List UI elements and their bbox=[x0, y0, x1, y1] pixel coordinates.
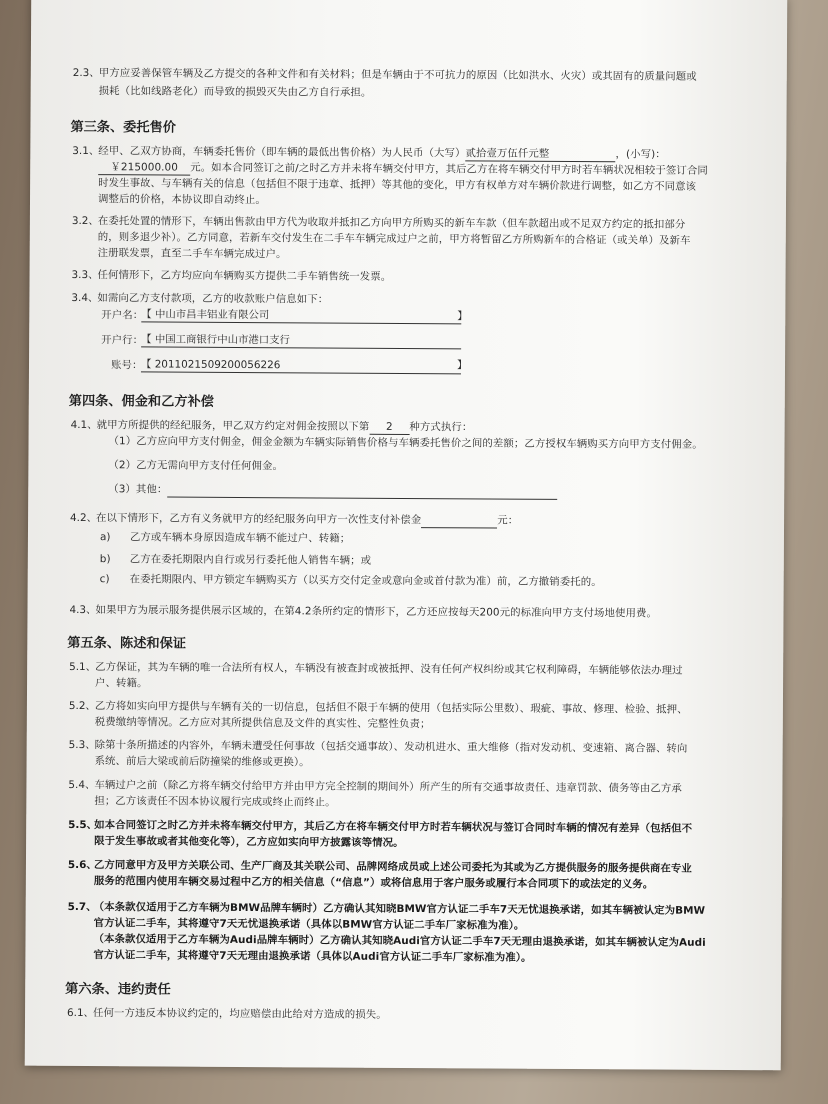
bank-label: 开户行： bbox=[101, 334, 144, 347]
option-text: （2）乙方无需向甲方支付任何佣金。 bbox=[108, 459, 283, 473]
bracket-close: 】 bbox=[457, 310, 468, 323]
clause-text: （本条款仅适用于乙方车辆为BMW品牌车辆时）乙方确认其知晓BMW官方认证二手车7天无忧退换承诺，如其车辆被认定为BMW bbox=[93, 901, 706, 917]
section-heading: 第六条、违约责任 bbox=[65, 981, 171, 998]
clause-number: 6.1、 bbox=[67, 1006, 95, 1020]
clause-number: 5.1、 bbox=[69, 660, 97, 674]
clause-text: 官方认证二手车，其将遵守7天无忧退换承诺（具体以BMW官方认证二手车厂家标准为准）。 bbox=[93, 917, 525, 932]
item-text: 在委托期限内、甲方锁定车辆购买方（以买方交付定金或意向金或首付款为准）前，乙方撤销委托的。 bbox=[129, 573, 602, 589]
section-heading: 第三条、委托售价 bbox=[70, 119, 177, 136]
item-text: 乙方或车辆本身原因造成车辆不能过户、转籍； bbox=[129, 531, 351, 545]
clause-number: 5.4、 bbox=[68, 778, 96, 792]
clause-text: 乙方保证，其为车辆的唯一合法所有权人，车辆没有被查封或被抵押、没有任何产权纠纷或其它权利障碍，车辆能够依法办理过 bbox=[95, 661, 683, 677]
clause-text: 任何情形下，乙方均应向车辆购买方提供二手车销售统一发票。 bbox=[97, 269, 392, 283]
clause-number: 3.2、 bbox=[71, 214, 99, 228]
item-label: c) bbox=[99, 573, 110, 586]
clause-text: （本条款仅适用于乙方车辆为Audi品牌车辆时）乙方确认其知晓Audi官方认证二手车7天无理由退换承诺，如其车辆被认定为Audi bbox=[93, 933, 706, 949]
price-amount: ￥215000.00 bbox=[98, 160, 190, 176]
item-text: 乙方在委托期限内自行或另行委托他人销售车辆；或 bbox=[129, 553, 372, 567]
account-field: 【 2011021509200056226 bbox=[141, 357, 461, 374]
commission-option: 2 bbox=[369, 420, 409, 435]
clause-text: 调整后的价格，本协议即自动终止。 bbox=[97, 193, 266, 207]
clause-number: 5.3、 bbox=[68, 738, 96, 752]
clause-text: 时发生事故、与车辆有关的信息（包括但不限于违章、抵押）等其他的变化，甲方有权单方对车辆价款进行调整，如乙方不同意该 bbox=[98, 177, 697, 193]
bracket-close: 】 bbox=[456, 359, 468, 372]
bank-field: 【 中国工商银行中山市港口支行 bbox=[141, 332, 461, 349]
clause-text: 户、转籍。 bbox=[95, 677, 148, 690]
account-label: 账号： bbox=[110, 359, 143, 372]
clause-text: 在委托处置的情形下，车辆出售款由甲方代为收取并抵扣乙方向甲方所购买的新车车款（但车款超出或不足双方约定的抵扣部分 bbox=[97, 215, 686, 231]
contract-page bbox=[25, 0, 788, 1070]
clause-number: 3.1、 bbox=[72, 144, 100, 158]
clause-text: 如果甲方为展示服务提供展示区域的，在第4.2条所约定的情形下，乙方还应按每天200元的标准向甲方支付场地使用费。 bbox=[95, 604, 658, 620]
section-heading: 第五条、陈述和保证 bbox=[67, 635, 187, 652]
account-value: 2011021509200056226 bbox=[154, 358, 281, 372]
clause-text: 限于发生事故或者其他变化等），乙方应如实向甲方披露该等情况。 bbox=[94, 835, 404, 849]
clause-text: 注册联发票，直至二手车车辆完成过户。 bbox=[97, 247, 287, 261]
clause-text: 损耗（比如线路老化）而导致的损毁灭失由乙方自行承担。 bbox=[98, 85, 372, 99]
clause-number: 5.6、 bbox=[67, 858, 97, 872]
clause-number: 5.7、 bbox=[67, 900, 97, 914]
option-text: （3）其他： bbox=[108, 482, 557, 500]
clause-text: 官方认证二手车，其将遵守7天无理由退换承诺（具体以Audi官方认证二手车厂家标准为准）。 bbox=[93, 949, 532, 964]
clause-number: 3.3、 bbox=[71, 268, 99, 282]
clause-number: 3.4、 bbox=[71, 291, 99, 305]
clause-number: 4.3、 bbox=[69, 603, 97, 617]
clause-number: 4.1、 bbox=[70, 418, 98, 432]
clause-text: 除第十条所描述的内容外，车辆未遭受任何事故（包括交通事故）、发动机进水、重大维修（指对发动机、变速箱、离合器、转向 bbox=[94, 739, 688, 755]
payee-field: 【 中山市昌丰铝业有限公司 bbox=[141, 307, 461, 324]
clause-text: 乙方同意甲方及甲方关联公司、生产厂商及其关联公司、品牌网络成员或上述公司委托为其或为乙方提供服务的服务提供商在专业 bbox=[93, 859, 692, 875]
clause-text: 担；乙方该责任不因本协议履行完成或终止而终止。 bbox=[94, 795, 336, 809]
clause-number: 2.3、 bbox=[72, 66, 100, 80]
clause-text: 任何一方违反本协议约定的，均应赔偿由此给对方造成的损失。 bbox=[93, 1007, 387, 1021]
payee-label: 开户名： bbox=[101, 309, 144, 322]
clause-number: 5.2、 bbox=[68, 699, 96, 713]
clause-text: 税费缴纳等情况。乙方应对其所提供信息及文件的真实性、完整性负责； bbox=[94, 716, 431, 731]
price-in-words: 贰拾壹万伍仟元整 bbox=[465, 146, 615, 162]
clause-number: 4.2、 bbox=[70, 511, 98, 525]
bank-value: 中国工商银行中山市港口支行 bbox=[154, 333, 290, 347]
clause-text: 乙方将如实向甲方提供与车辆有关的一切信息，包括但不限于车辆的使用（包括实际公里数）、瑕疵、事故、修理、检验、抵押、 bbox=[94, 700, 688, 716]
clause-text: 在以下情形下，乙方有义务就甲方的经纪服务向甲方一次性支付补偿金 元： bbox=[96, 512, 519, 527]
clause-text: 的，则多退少补）。乙方同意，若新车交付发生在二手车车辆完成过户之前，甲方将暂留乙方所购新车的合格证（或关单）及新车 bbox=[97, 231, 691, 247]
clause-text: 服务的范围内使用车辆交易过程中乙方的相关信息（“信息”）或将信息用于客户服务或履行本合同项下的或法定的义务。 bbox=[93, 875, 654, 891]
clause-text: 就甲方所提供的经纪服务，甲乙双方约定对佣金按照以下第 2 种方式执行： bbox=[96, 419, 473, 434]
item-label: b) bbox=[99, 553, 111, 566]
option-text: （1）乙方应向甲方支付佣金，佣金金额为车辆实际销售价格与车辆委托售价之间的差额；乙方授权车辆购买方向甲方支付佣金。 bbox=[108, 435, 703, 451]
clause-number: 5.5、 bbox=[68, 818, 98, 832]
clause-text: 系统、前后大梁或前后防撞梁的维修或更换）。 bbox=[94, 755, 310, 769]
clause-text: 经甲、乙双方协商，车辆委托售价（即车辆的最低出售价格）为人民币（大写）贰拾壹万伍仟元整 ，(小写)： bbox=[98, 145, 666, 161]
section-heading: 第四条、佣金和乙方补偿 bbox=[68, 393, 214, 410]
clause-text: 如本合同签订之时乙方并未将车辆交付甲方，其后乙方在将车辆交付甲方时若车辆状况与签订合同时车辆的情况有差异（包括但不 bbox=[94, 819, 693, 835]
clause-text: 如需向乙方支付款项，乙方的收款账户信息如下： bbox=[97, 292, 329, 306]
payee-value: 中山市昌丰铝业有限公司 bbox=[154, 308, 270, 322]
item-label: a) bbox=[99, 531, 111, 544]
clause-text: 甲方应妥善保管车辆及乙方提交的各种文件和有关材料；但是车辆由于不可抗力的原因（比如洪水、火灾）或其固有的质量问题或 bbox=[98, 67, 697, 83]
clause-text: ￥215000.00 元。如本合同签订之前/之时乙方并未将车辆交付甲方，其后乙方在将车辆交付甲方时若车辆状况相较于签订合同 bbox=[98, 160, 708, 179]
clause-text: 车辆过户之前（除乙方将车辆交付给甲方并由甲方完全控制的期间外）所产生的所有交通事故责任、违章罚款、债务等由乙方承 bbox=[94, 779, 682, 795]
